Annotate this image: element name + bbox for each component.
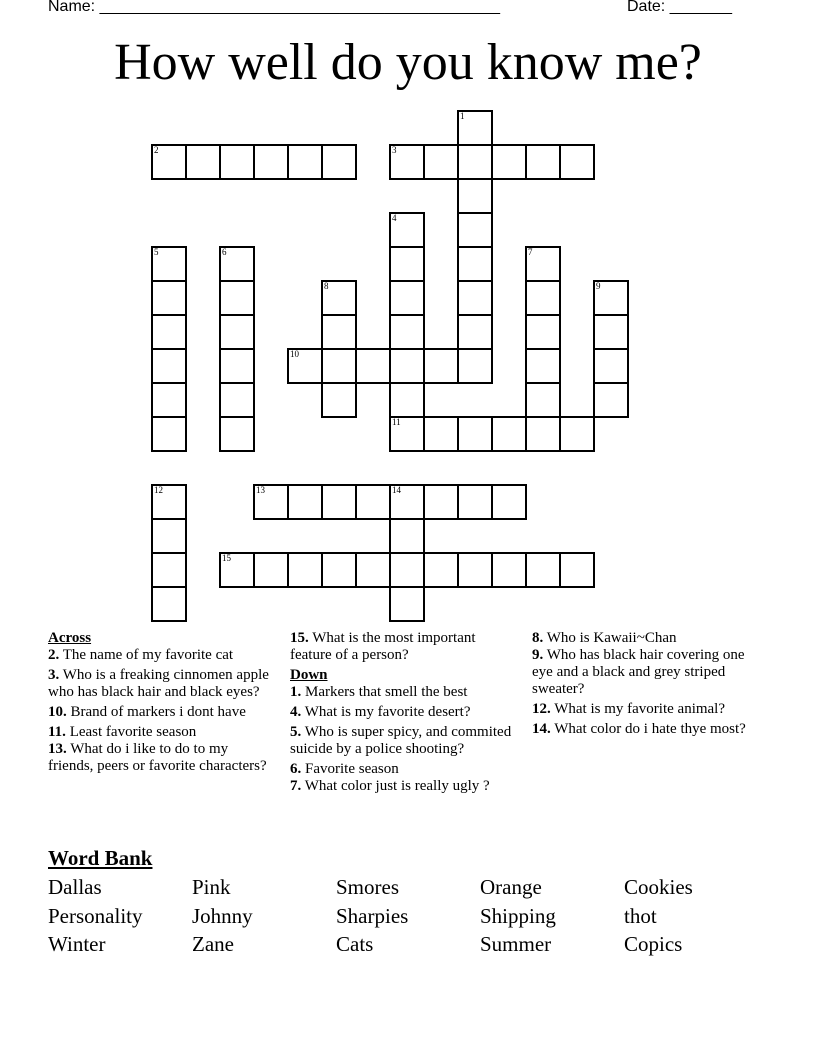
clue-number-label: 14 (392, 485, 401, 495)
clue-number-label: 11 (392, 417, 401, 427)
clue-down-4 (290, 704, 516, 721)
crossword-cell[interactable] (458, 553, 492, 587)
crossword-cell[interactable] (220, 383, 254, 417)
crossword-cell[interactable] (152, 485, 186, 519)
crossword-cell[interactable] (152, 349, 186, 383)
crossword-cell[interactable] (594, 315, 628, 349)
crossword-cell[interactable] (390, 587, 424, 621)
crossword-cell[interactable] (526, 383, 560, 417)
crossword-cell[interactable] (458, 213, 492, 247)
crossword-cell[interactable] (288, 553, 322, 587)
clue-number: 5. (290, 724, 302, 740)
crossword-cell[interactable] (526, 145, 560, 179)
crossword-cell[interactable] (152, 247, 186, 281)
crossword-cell[interactable] (152, 315, 186, 349)
crossword-cell[interactable] (322, 281, 356, 315)
clue-across-11 (48, 724, 274, 741)
clue-number: 13. (48, 741, 67, 757)
clue-text: Brand of markers i dont have (70, 704, 246, 720)
crossword-cell[interactable] (594, 349, 628, 383)
clue-text: Who is Kawaii~Chan (546, 630, 677, 646)
word-bank (48, 874, 768, 960)
crossword-cell[interactable] (152, 145, 186, 179)
crossword-cell[interactable] (322, 349, 356, 383)
crossword-cell[interactable] (424, 417, 458, 451)
crossword-cell[interactable] (152, 281, 186, 315)
crossword-cell[interactable] (560, 553, 594, 587)
word-bank-word: Summer (480, 932, 552, 956)
crossword-cell[interactable] (526, 553, 560, 587)
across-heading: Across (48, 630, 92, 646)
clue-text: What do i like to do to my friends, peers or favorite characters? (48, 741, 267, 774)
crossword-cell[interactable] (254, 553, 288, 587)
crossword-cell[interactable] (322, 315, 356, 349)
crossword-cell[interactable] (356, 553, 390, 587)
crossword-cell[interactable] (322, 145, 356, 179)
clue-number-label: 15 (222, 553, 231, 563)
clue-number: 8. (532, 630, 544, 646)
word-bank-word: Sharpies (336, 903, 409, 928)
word-bank-word: Smores (336, 875, 399, 899)
word-bank-word: Personality (48, 903, 143, 928)
clue-across-3 (48, 667, 274, 701)
crossword-cell[interactable] (288, 145, 322, 179)
crossword-cell[interactable] (492, 417, 526, 451)
clue-number: 4. (290, 704, 302, 720)
crossword-cell[interactable] (458, 145, 492, 179)
crossword-cell[interactable] (526, 315, 560, 349)
clue-number: 14. (532, 721, 551, 737)
clue-number-label: 8 (324, 281, 329, 291)
word-bank-word: Shipping (480, 903, 556, 928)
clue-down-7 (290, 778, 516, 795)
clue-number-label: 6 (222, 247, 227, 257)
crossword-cell[interactable] (288, 349, 322, 383)
crossword-cell[interactable] (424, 349, 458, 383)
crossword-cell[interactable] (390, 145, 424, 179)
clue-across-10 (48, 704, 274, 721)
clue-down-6 (290, 761, 516, 778)
crossword-cell[interactable] (560, 417, 594, 451)
date-line: Date: _______ (627, 0, 732, 15)
clue-number: 15. (290, 630, 309, 646)
crossword-cell[interactable] (458, 349, 492, 383)
clue-number-label: 4 (392, 213, 397, 223)
clue-down-5 (290, 724, 516, 758)
clue-number: 2. (48, 647, 60, 663)
clue-number-label: 13 (256, 485, 265, 495)
crossword-cell[interactable] (220, 417, 254, 451)
crossword-cell[interactable] (526, 281, 560, 315)
crossword-cell[interactable] (186, 145, 220, 179)
crossword-cell[interactable] (560, 145, 594, 179)
clue-down-8 (532, 630, 768, 647)
clue-number: 1. (290, 684, 302, 700)
crossword-cell[interactable] (526, 349, 560, 383)
clue-text: What is my favorite desert? (304, 704, 471, 720)
clue-across-13 (48, 741, 274, 775)
crossword-cell[interactable] (152, 383, 186, 417)
word-bank-heading: Word Bank (48, 846, 153, 870)
crossword-cell[interactable] (390, 315, 424, 349)
crossword-cell[interactable] (254, 145, 288, 179)
clue-text: Who has black hair covering one eye and a black and grey striped sweater? (532, 647, 745, 697)
clue-number-label: 1 (460, 111, 465, 121)
word-bank-word: Zane (192, 932, 234, 956)
clue-down-1 (290, 684, 516, 701)
clue-down-12 (532, 701, 768, 718)
clue-across-15 (290, 630, 516, 664)
crossword-cell[interactable] (424, 145, 458, 179)
clue-number: 6. (290, 761, 302, 777)
crossword-cell[interactable] (458, 315, 492, 349)
clue-number: 12. (532, 701, 551, 717)
clue-number: 3. (48, 667, 60, 683)
clue-text: What color just is really ugly ? (304, 778, 490, 794)
clue-across-2 (48, 647, 274, 664)
clue-number: 11. (48, 724, 66, 740)
word-bank-word: Copics (624, 932, 683, 956)
crossword-cell[interactable] (458, 111, 492, 145)
clue-text: What is the most important feature of a person? (290, 630, 476, 663)
crossword-cell[interactable] (492, 485, 526, 519)
crossword-cell[interactable] (458, 281, 492, 315)
crossword-cell[interactable] (390, 247, 424, 281)
crossword-cell[interactable] (356, 485, 390, 519)
crossword-cell[interactable] (458, 485, 492, 519)
crossword-cell[interactable] (492, 145, 526, 179)
crossword-cell[interactable] (390, 383, 424, 417)
crossword-cell[interactable] (594, 383, 628, 417)
clue-text: Favorite season (305, 761, 399, 777)
page-title: How well do you know me? (114, 34, 702, 91)
word-bank-word: Johnny (192, 903, 253, 928)
word-bank-word: Cats (336, 932, 374, 956)
word-bank-word: Cookies (624, 875, 693, 899)
clue-number: 9. (532, 647, 544, 663)
crossword-cell[interactable] (424, 485, 458, 519)
crossword-cell[interactable] (594, 281, 628, 315)
crossword-cell[interactable] (424, 553, 458, 587)
crossword-cell[interactable] (390, 485, 424, 519)
word-bank-word: Winter (48, 932, 106, 956)
clue-number-label: 7 (528, 247, 533, 257)
crossword-cell[interactable] (390, 553, 424, 587)
crossword-cell[interactable] (526, 247, 560, 281)
crossword-cell[interactable] (220, 349, 254, 383)
clue-number-label: 10 (290, 349, 299, 359)
crossword-cell[interactable] (152, 587, 186, 621)
down-heading: Down (290, 667, 328, 683)
clue-column-1 (48, 630, 274, 778)
crossword-cell[interactable] (458, 179, 492, 213)
word-bank-word: Dallas (48, 875, 102, 899)
crossword-cell[interactable] (390, 281, 424, 315)
crossword-cell[interactable] (152, 553, 186, 587)
clue-column-3 (532, 630, 768, 741)
clue-text: The name of my favorite cat (62, 647, 234, 663)
clue-down-9 (532, 647, 768, 698)
clue-text: Least favorite season (69, 724, 197, 740)
clue-text: What color do i hate thye most? (554, 721, 746, 737)
clue-number-label: 12 (154, 485, 163, 495)
crossword-cell[interactable] (220, 553, 254, 587)
word-bank-word: Pink (192, 875, 231, 899)
crossword-cell[interactable] (322, 553, 356, 587)
crossword-cell[interactable] (390, 519, 424, 553)
crossword-cell[interactable] (254, 485, 288, 519)
crossword-cell[interactable] (288, 485, 322, 519)
crossword-cell[interactable] (322, 383, 356, 417)
clue-number: 7. (290, 778, 302, 794)
crossword-cell[interactable] (220, 145, 254, 179)
clue-number-label: 5 (154, 247, 159, 257)
crossword-cell[interactable] (492, 553, 526, 587)
crossword-cell[interactable] (220, 315, 254, 349)
crossword-cell[interactable] (152, 519, 186, 553)
clue-number-label: 9 (596, 281, 601, 291)
crossword-cell[interactable] (220, 247, 254, 281)
clue-number-label: 2 (154, 145, 159, 155)
name-line: Name: _____________________________________________ (48, 0, 500, 15)
crossword-cell[interactable] (356, 349, 390, 383)
word-bank-word: Orange (480, 875, 542, 899)
clue-column-2 (290, 630, 516, 798)
crossword-cell[interactable] (322, 485, 356, 519)
clue-number-label: 3 (392, 145, 397, 155)
crossword-cell[interactable] (390, 417, 424, 451)
clue-text: Who is super spicy, and commited suicide by a police shooting? (290, 724, 512, 757)
word-bank-word: thot (624, 903, 657, 928)
crossword-cell[interactable] (152, 417, 186, 451)
clue-text: What is my favorite animal? (554, 701, 726, 717)
crossword-cell[interactable] (390, 349, 424, 383)
crossword-cell[interactable] (220, 281, 254, 315)
clue-text: Markers that smell the best (305, 684, 468, 700)
crossword-cell[interactable] (458, 247, 492, 281)
clue-text: Who is a freaking cinnomen apple who has black hair and black eyes? (48, 667, 269, 700)
crossword-cell[interactable] (390, 213, 424, 247)
clue-number: 10. (48, 704, 67, 720)
crossword-cell[interactable] (458, 417, 492, 451)
crossword-cell[interactable] (526, 417, 560, 451)
clue-down-14 (532, 721, 768, 738)
